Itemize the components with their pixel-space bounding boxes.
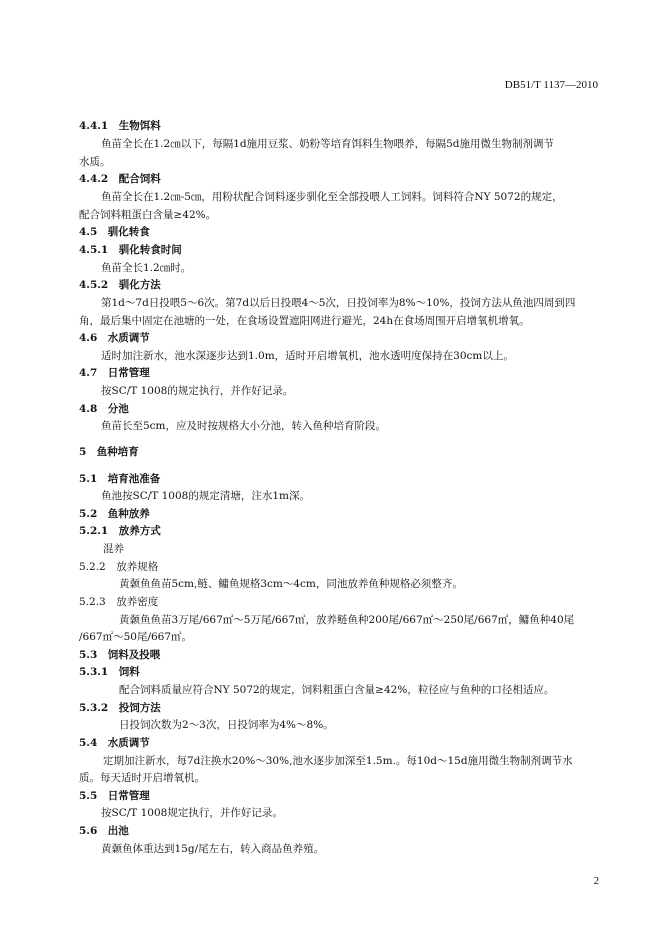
heading-4-4-1: 4.4.1 生物饵料: [79, 120, 161, 132]
paragraph-line: 按SC/T 1008的规定执行，并作好记录。: [101, 385, 294, 397]
heading-5-2-1: 5.2.1 放养方式: [79, 525, 161, 537]
heading-5-5: 5.5 日常管理: [79, 790, 150, 802]
paragraph-line: 鱼苗全长在1.2㎝以下，每隔1d施用豆浆、奶粉等培育饵料生物喂养，每隔5d施用微生物制剂调节: [101, 138, 555, 150]
heading-5-2: 5.2 鱼种放养: [79, 508, 150, 520]
heading-5-2-3: 5.2.3 放养密度: [79, 596, 159, 608]
paragraph-line: 角，最后集中固定在池塘的一处，在食场设置遮阳网进行避光，24h在食场周围开启增氧机增氧。: [79, 315, 530, 327]
paragraph-line: 水质。: [79, 156, 111, 168]
paragraph-line: 适时加注新水，池水深逐步达到1.0m，适时开启增氧机，池水透明度保持在30cm以上。: [101, 350, 514, 362]
heading-5-3: 5.3 饲料及投喂: [79, 649, 161, 661]
page-number: 2: [593, 876, 599, 887]
paragraph-line: /667㎡～50尾/667㎡。: [79, 631, 193, 643]
heading-5-3-1: 5.3.1 饲料: [79, 666, 140, 678]
heading-5-4: 5.4 水质调节: [79, 737, 150, 749]
heading-4-8: 4.8 分池: [79, 403, 129, 415]
document-id-header: DB51/T 1137—2010: [504, 79, 598, 91]
heading-4-6: 4.6 水质调节: [79, 332, 150, 344]
heading-4-4-2: 4.4.2 配合饲料: [79, 173, 161, 185]
paragraph-line: 鱼苗全长1.2㎝时。: [101, 262, 192, 274]
paragraph-line: 配合饲料粗蛋白含量≥42%。: [79, 209, 217, 221]
paragraph-line: 配合饲料质量应符合NY 5072的规定，饲料粗蛋白含量≥42%，粒径应与鱼种的口径相适应。: [119, 684, 555, 696]
paragraph-line: 鱼苗全长在1.2㎝-5㎝，用粉状配合饲料逐步驯化至全部投喂人工饲料。饲料符合NY 5072的规定，: [101, 191, 563, 203]
paragraph-line: 按SC/T 1008规定执行，并作好记录。: [101, 807, 283, 819]
heading-5-2-2: 5.2.2 放养规格: [79, 561, 159, 573]
paragraph-line: 鱼池按SC/T 1008的规定清塘，注水1m深。: [101, 490, 310, 502]
heading-4-5: 4.5 驯化转食: [79, 226, 150, 238]
paragraph-line: 黄颡鱼体重达到15g/尾左右，转入商品鱼养殖。: [101, 843, 325, 855]
heading-5-3-2: 5.3.2 投饲方法: [79, 702, 161, 714]
heading-5-1: 5.1 培育池准备: [79, 473, 161, 485]
heading-5: 5 鱼种培育: [79, 446, 139, 458]
paragraph-line: 定期加注新水，每7d注换水20%～30%,池水逐步加深至1.5m.。每10d～15d施用微生物制剂调节水: [103, 755, 573, 767]
heading-4-5-2: 4.5.2 驯化方法: [79, 279, 161, 291]
paragraph-line: 质。每天适时开启增氧机。: [79, 772, 205, 784]
paragraph-line: 第1d～7d日投喂5～6次。第7d以后日投喂4～5次，日投饲率为8%～10%，投饲方法从鱼池四周到四: [101, 297, 576, 309]
paragraph-line: 日投饲次数为2～3次，日投饲率为4%～8%。: [119, 719, 334, 731]
paragraph-line: 黄颡鱼鱼苗5cm,鲢、鳙鱼规格3cm～4cm，同池放养鱼种规格必须整齐。: [119, 578, 463, 590]
paragraph-line: 混养: [103, 543, 124, 555]
paragraph-line: 黄颡鱼鱼苗3万尾/667㎡～5万尾/667㎡，放养鲢鱼种200尾/667㎡～250尾/667㎡，鳙鱼种40尾: [119, 614, 575, 626]
heading-4-7: 4.7 日常管理: [79, 367, 150, 379]
heading-5-6: 5.6 出池: [79, 825, 129, 837]
heading-4-5-1: 4.5.1 驯化转食时间: [79, 244, 182, 256]
paragraph-line: 鱼苗长至5cm，应及时按规格大小分池，转入鱼种培育阶段。: [101, 420, 387, 432]
